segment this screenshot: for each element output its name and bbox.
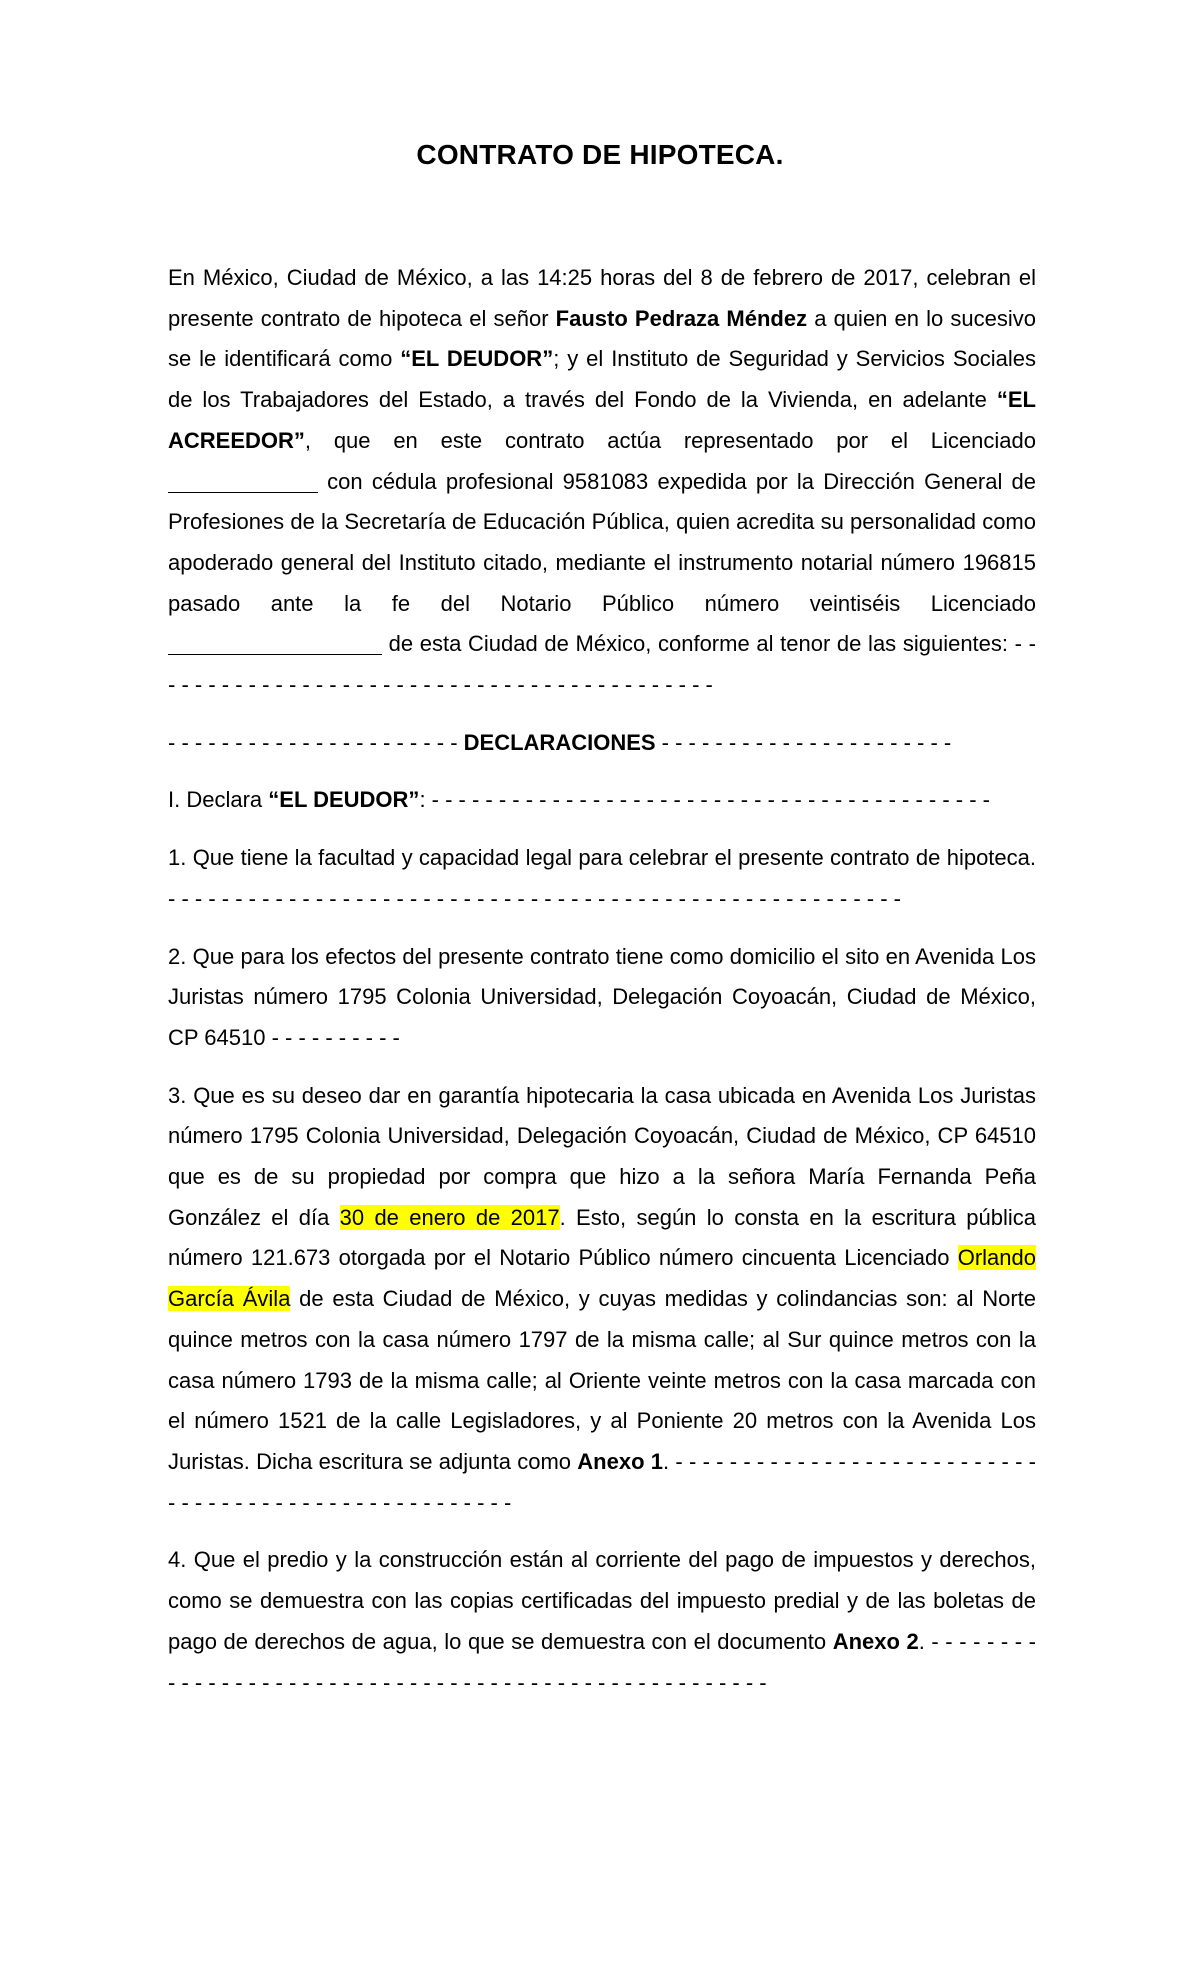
intro-paragraph [168,258,1036,706]
document-body [168,258,1036,1703]
declaraciones-heading [168,723,1036,764]
debtor-name: Fausto Pedraza Méndez [555,305,808,331]
item3-text-2: . Esto, según lo consta en la escritura pública número 121.673 otorgada por el Notario Público número cincuenta Licenciado [168,1204,1036,1271]
declaration-item-4 [168,1540,1036,1703]
declaration-item-1: 1. Que tiene la facultad y capacidad legal para celebrar el presente contrato de hipoteca. - - - - - - - - - - - - - - - - - - - - - - - - - - - - - - - - - - - - - - - - - - - - - - - - - - - - - - - [168,845,1036,911]
annex-2-label: Anexo 2 [832,1628,919,1654]
blank-line-notario [168,632,382,655]
item3-text-3: de esta Ciudad de México, y cuyas medidas y colindancias son: al Norte quince metros con la casa número 1797 de la misma calle; al Sur quince metros con la casa número 1793 de la misma calle; al Oriente veinte metros con la casa marcada con el número 1521 de la calle Legisladores, y al Poniente 20 metros con la Avenida Los Juristas. Dicha escritura se adjunta como [168,1286,1037,1474]
item4-text-2: . - - - - - - - - - - - - - - - - - - - - - - - - - - - - - - - - - - - - - - - - - - - - - - - - - - - - - [168,1628,1036,1695]
document-title: CONTRATO DE HIPOTECA. [416,139,784,170]
intro-text-3: ; y el Instituto de Seguridad y Servicios Sociales de los Trabajadores del Estado, a través del Fondo de la Vivienda, en adelante [168,346,1036,413]
blank-line-licenciado [168,470,318,493]
creditor-label: “EL ACREEDOR” [168,387,1036,453]
declaration-item-2: 2. Que para los efectos del presente contrato tiene como domicilio el sito en Avenida Los Juristas número 1795 Colonia Universidad, Delegación Coyoacán, Ciudad de México, CP 64510 - - - - - - - - - - [168,943,1036,1050]
declara-label: “EL DEUDOR” [268,787,420,813]
annex-1-label: Anexo 1 [577,1448,664,1474]
highlighted-notary-name: Orlando García Ávila [168,1245,1036,1312]
heading-dashes-right: - - - - - - - - - - - - - - - - - - - - - - [655,729,952,755]
heading-label: DECLARACIONES [463,729,656,755]
declara-suffix: : - - - - - - - - - - - - - - - - - - - - - - - - - - - - - - - - - - - - - - - - - - [419,787,990,813]
declaration-item-3 [168,1076,1036,1524]
item4-text-1: 4. Que el predio y la construcción están al corriente del pago de impuestos y derechos, como se demuestra con las copias certificadas del impuesto predial y de las boletas de pago de derechos de agua, lo que se demuestra con el documento [168,1547,1036,1654]
declara-deudor [168,780,1036,821]
heading-dashes-left: - - - - - - - - - - - - - - - - - - - - - - [168,729,464,755]
item3-text-4: . - - - - - - - - - - - - - - - - - - - - - - - - - - - - - - - - - - - - - - - - - - - - - - - - - - - - - [168,1448,1036,1515]
intro-text-4: , que en este contrato actúa representado por el Licenciado [304,427,1036,453]
intro-text-1: En México, Ciudad de México, a las 14:25 horas del 8 de febrero de 2017, celebran el presente contrato de hipoteca el señor [168,265,1036,331]
intro-text-5: con cédula profesional 9581083 expedida por la Dirección General de Profesiones de la Secretaría de Educación Pública, quien acredita su personalidad como apoderado general del Instituto citado, mediante el instrumento notarial número 196815 pasado ante la fe del Notario Público número veintiséis Licenciado [168,468,1036,616]
highlighted-date: 30 de enero de 2017 [339,1204,560,1230]
item3-text-1: 3. Que es su deseo dar en garantía hipotecaria la casa ubicada en Avenida Los Juristas número 1795 Colonia Universidad, Delegación Coyoacán, Ciudad de México, CP 64510 que es de su propiedad por compra que hizo a la señora María Fernanda Peña González el día [168,1082,1036,1230]
declara-prefix: I. Declara [168,787,269,813]
intro-text-2: a quien en lo sucesivo se le identificará como [168,305,1036,372]
intro-text-6: de esta Ciudad de México, conforme al tenor de las siguientes: - - - - - - - - - - - - - - - - - - - - - - - - - - - - - - - - - - - - - - - - - - - [168,631,1036,698]
debtor-label: “EL DEUDOR” [400,346,554,372]
